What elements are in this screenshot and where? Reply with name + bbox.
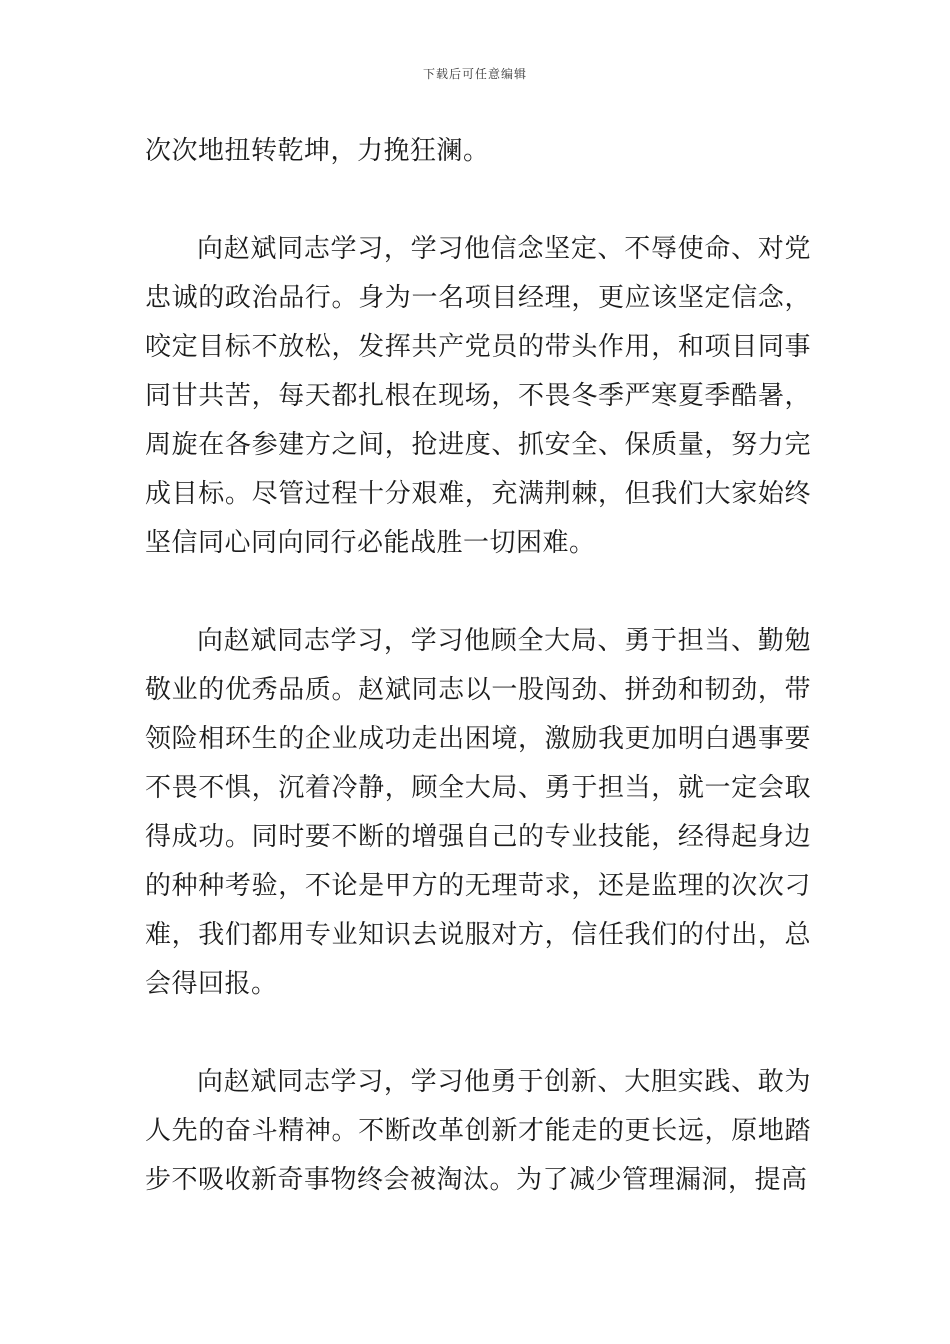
document-body — [145, 127, 811, 1205]
paragraph-innovation: 向赵斌同志学习，学习他勇于创新、大胆实践、敢为人先的奋斗精神。不断改革创新才能走的更长远，原地踏步不吸收新奇事物终会被淘汰。为了减少管理漏洞，提高 — [145, 1067, 811, 1195]
paragraph-political-conduct: 向赵斌同志学习，学习他信念坚定、不辱使命、对党忠诚的政治品行。身为一名项目经理，更应该坚定信念，咬定目标不放松，发挥共产党员的带头作用，和项目同事同甘共苦，每天都扎根在现场，不畏冬季严寒夏季酷暑，周旋在各参建方之间，抢进度、抓安全、保质量，努力完成目标。尽管过程十分艰难，充满荆棘，但我们大家始终坚信同心同向同行必能战胜一切困难。 — [145, 234, 811, 558]
paragraph-responsibility: 向赵斌同志学习，学习他顾全大局、勇于担当、勤勉敬业的优秀品质。赵斌同志以一股闯劲、拼劲和韧劲，带领险相环生的企业成功走出困境，激励我更加明白遇事要不畏不惧，沉着冷静，顾全大局、勇于担当，就一定会取得成功。同时要不断的增强自己的专业技能，经得起身边的种种考验，不论是甲方的无理苛求，还是监理的次次刁难，我们都用专业知识去说服对方，信任我们的付出，总会得回报。 — [145, 626, 811, 999]
paragraph-spacer — [145, 176, 811, 225]
page-header-note: 下载后可任意编辑 — [422, 67, 527, 81]
paragraph-spacer — [145, 568, 811, 617]
paragraph-continuation: 次次地扭转乾坤，力挽狂澜。 — [145, 136, 490, 166]
paragraph-spacer — [145, 1009, 811, 1058]
